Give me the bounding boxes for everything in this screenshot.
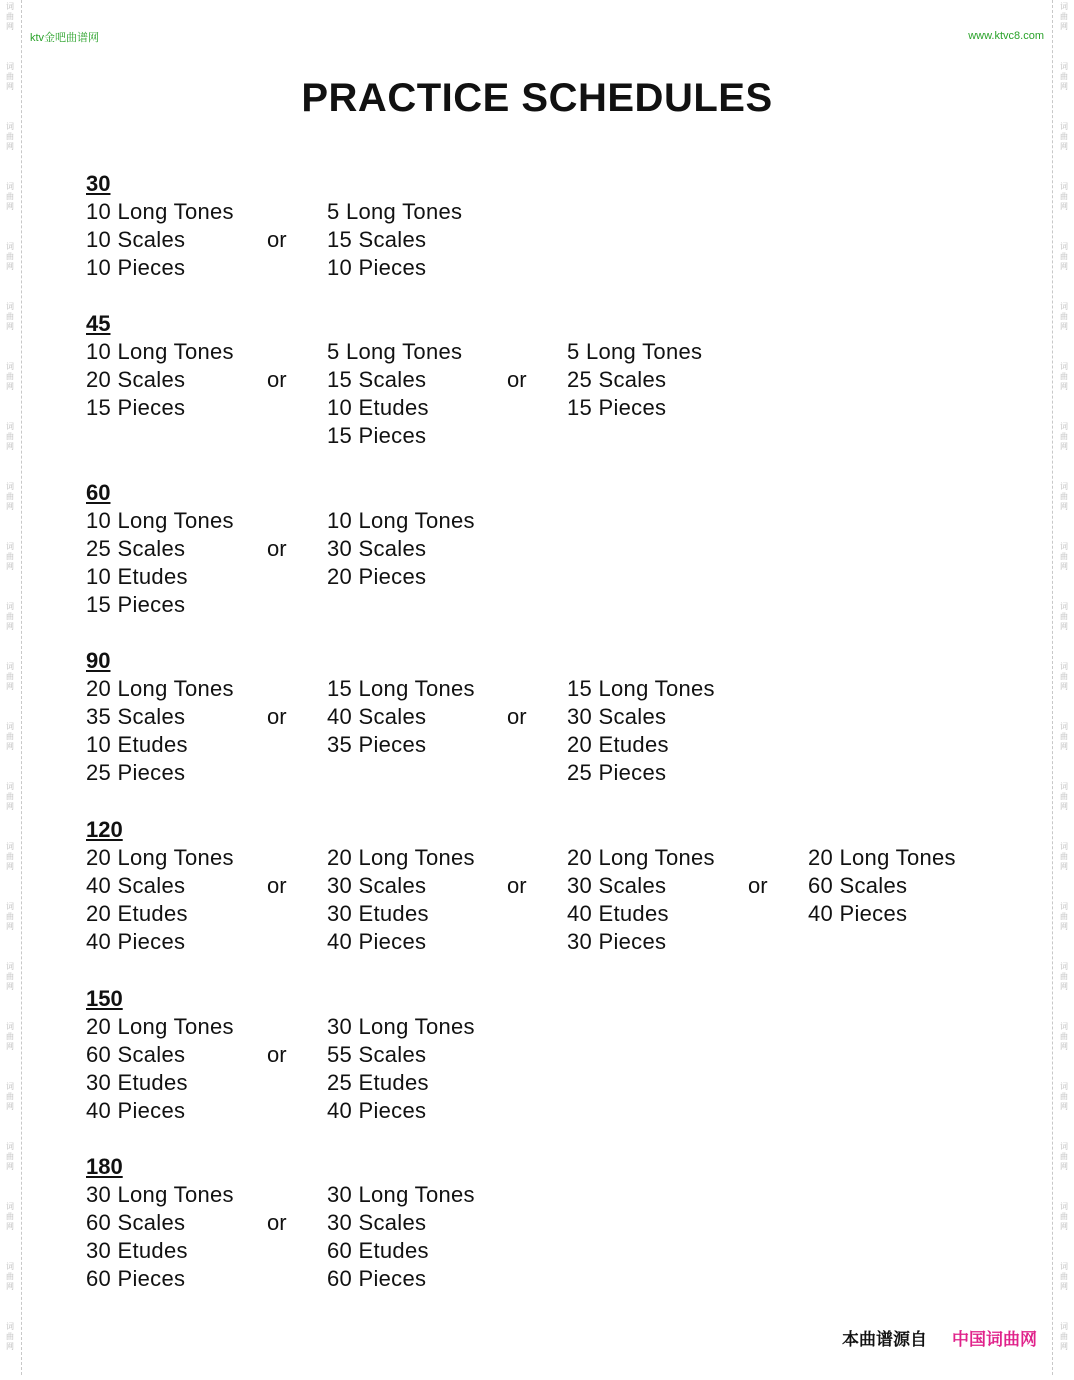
watermark-unit	[3, 960, 17, 1020]
schedule-option	[327, 675, 475, 759]
right-dashed-margin	[1052, 0, 1053, 1375]
watermark-char: 曲	[1060, 12, 1068, 21]
watermark-char: 词	[1060, 602, 1068, 611]
watermark-char: 曲	[6, 192, 14, 201]
watermark-char: 曲	[6, 312, 14, 321]
schedule-option	[86, 675, 234, 787]
schedule-item: 30 Scales	[567, 873, 667, 899]
schedule-option	[86, 507, 234, 619]
or-separator: or	[267, 367, 287, 392]
watermark-char: 网	[6, 982, 14, 991]
watermark-char: 词	[1060, 1142, 1068, 1151]
watermark-char: 网	[6, 1102, 14, 1111]
section-minutes-heading: 90	[86, 648, 111, 673]
watermark-unit	[3, 120, 17, 180]
watermark-char: 曲	[1060, 732, 1068, 741]
schedule-option	[86, 198, 234, 282]
or-separator: or	[507, 367, 527, 392]
schedule-item: 30 Scales	[327, 536, 427, 562]
watermark-char: 曲	[6, 732, 14, 741]
watermark-char: 词	[6, 1202, 14, 1211]
watermark-char: 词	[1060, 242, 1068, 251]
watermark-char: 网	[6, 322, 14, 331]
watermark-char: 网	[6, 1042, 14, 1051]
watermark-unit	[1057, 120, 1071, 180]
watermark-char: 词	[6, 422, 14, 431]
watermark-unit	[1057, 480, 1071, 540]
watermark-unit	[1057, 420, 1071, 480]
or-separator: or	[267, 227, 287, 252]
watermark-char: 词	[1060, 62, 1068, 71]
schedule-item: 55 Scales	[327, 1042, 427, 1068]
watermark-char: 曲	[6, 1092, 14, 1101]
watermark-char: 网	[1060, 922, 1068, 931]
watermark-char: 曲	[6, 372, 14, 381]
watermark-char: 网	[1060, 682, 1068, 691]
watermark-unit	[3, 0, 17, 60]
schedule-item: 25 Pieces	[567, 760, 667, 786]
watermark-char: 曲	[6, 1152, 14, 1161]
watermark-unit	[1057, 960, 1071, 1020]
schedule-option	[808, 844, 956, 928]
section-minutes-heading: 60	[86, 480, 111, 505]
or-separator: or	[267, 1210, 287, 1235]
section-minutes-heading: 120	[86, 817, 123, 842]
schedule-item: 10 Long Tones	[86, 199, 234, 224]
watermark-char: 网	[1060, 142, 1068, 151]
watermark-unit	[3, 1020, 17, 1080]
watermark-char: 词	[6, 1022, 14, 1031]
watermark-char: 词	[1060, 842, 1068, 851]
schedule-item: 25 Scales	[86, 536, 186, 562]
schedule-item: 15 Pieces	[86, 592, 186, 618]
watermark-char: 曲	[6, 552, 14, 561]
watermark-char: 曲	[6, 492, 14, 501]
schedule-item: 30 Scales	[327, 873, 427, 899]
watermark-unit	[3, 540, 17, 600]
watermark-char: 曲	[6, 252, 14, 261]
watermark-char: 网	[6, 1282, 14, 1291]
watermark-unit	[1057, 1080, 1071, 1140]
watermark-char: 词	[6, 962, 14, 971]
schedule-item: 5 Long Tones	[567, 339, 703, 364]
watermark-char: 词	[1060, 902, 1068, 911]
schedule-item: 30 Long Tones	[86, 1182, 234, 1207]
schedule-item: 20 Long Tones	[808, 845, 956, 870]
watermark-char: 曲	[1060, 612, 1068, 621]
watermark-char: 曲	[6, 672, 14, 681]
watermark-unit	[1057, 0, 1071, 60]
watermark-unit	[3, 1320, 17, 1380]
watermark-char: 曲	[6, 1272, 14, 1281]
watermark-char: 网	[1060, 322, 1068, 331]
schedule-option	[327, 338, 462, 450]
schedule-item: 35 Pieces	[327, 732, 427, 758]
watermark-char: 网	[1060, 862, 1068, 871]
left-margin-watermark	[3, 0, 17, 1380]
watermark-char: 词	[1060, 962, 1068, 971]
watermark-char: 曲	[1060, 1212, 1068, 1221]
schedule-option	[327, 844, 475, 956]
watermark-char: 曲	[1060, 792, 1068, 801]
watermark-char: 词	[6, 182, 14, 191]
watermark-char: 网	[1060, 382, 1068, 391]
schedule-option	[86, 844, 234, 956]
watermark-unit	[1057, 540, 1071, 600]
watermark-char: 网	[1060, 202, 1068, 211]
watermark-unit	[3, 660, 17, 720]
watermark-unit	[3, 600, 17, 660]
schedule-item: 40 Pieces	[86, 929, 186, 955]
watermark-unit	[1057, 1140, 1071, 1200]
watermark-unit	[3, 300, 17, 360]
watermark-unit	[3, 900, 17, 960]
schedule-item: 20 Scales	[86, 367, 186, 393]
watermark-char: 词	[6, 542, 14, 551]
watermark-char: 网	[1060, 622, 1068, 631]
watermark-unit	[1057, 360, 1071, 420]
schedule-item: 40 Pieces	[86, 1098, 186, 1124]
watermark-char: 曲	[1060, 1272, 1068, 1281]
schedule-item: 10 Pieces	[86, 255, 186, 281]
schedule-item: 60 Scales	[808, 873, 908, 899]
watermark-unit	[1057, 240, 1071, 300]
schedule-item: 20 Long Tones	[86, 676, 234, 701]
schedule-item: 10 Long Tones	[327, 508, 475, 533]
watermark-char: 词	[6, 1082, 14, 1091]
watermark-unit	[3, 1080, 17, 1140]
schedule-item: 20 Long Tones	[567, 845, 715, 870]
watermark-char: 词	[6, 242, 14, 251]
watermark-char: 网	[6, 742, 14, 751]
watermark-char: 曲	[1060, 672, 1068, 681]
watermark-char: 词	[1060, 1022, 1068, 1031]
watermark-char: 词	[6, 902, 14, 911]
schedule-item: 40 Etudes	[567, 901, 669, 927]
schedule-item: 40 Pieces	[808, 901, 908, 927]
watermark-unit	[1057, 900, 1071, 960]
watermark-unit	[1057, 660, 1071, 720]
watermark-char: 词	[6, 62, 14, 71]
watermark-char: 曲	[6, 72, 14, 81]
schedule-item: 30 Etudes	[86, 1070, 188, 1096]
watermark-char: 网	[1060, 802, 1068, 811]
watermark-unit	[3, 780, 17, 840]
watermark-char: 词	[6, 662, 14, 671]
watermark-char: 曲	[6, 432, 14, 441]
schedule-item: 30 Pieces	[567, 929, 667, 955]
schedule-item: 15 Long Tones	[567, 676, 715, 701]
watermark-char: 曲	[1060, 312, 1068, 321]
watermark-char: 网	[1060, 562, 1068, 571]
page-title: PRACTICE SCHEDULES	[301, 76, 773, 120]
watermark-char: 网	[1060, 262, 1068, 271]
or-separator: or	[507, 873, 527, 898]
watermark-char: 词	[6, 1322, 14, 1331]
watermark-char: 网	[1060, 1222, 1068, 1231]
watermark-char: 网	[6, 382, 14, 391]
schedule-item: 25 Pieces	[86, 760, 186, 786]
watermark-char: 网	[6, 1222, 14, 1231]
watermark-unit	[3, 1200, 17, 1260]
watermark-char: 词	[6, 782, 14, 791]
schedule-option	[86, 1013, 234, 1125]
schedule-item: 60 Etudes	[327, 1238, 429, 1264]
watermark-char: 曲	[6, 912, 14, 921]
or-separator: or	[267, 704, 287, 729]
schedule-option	[567, 338, 702, 422]
schedule-item: 20 Long Tones	[86, 1014, 234, 1039]
schedule-item: 10 Long Tones	[86, 339, 234, 364]
watermark-unit	[3, 840, 17, 900]
watermark-char: 曲	[6, 852, 14, 861]
watermark-char: 网	[1060, 742, 1068, 751]
schedule-item: 5 Long Tones	[327, 339, 463, 364]
schedule-option	[567, 675, 715, 787]
schedule-item: 60 Scales	[86, 1210, 186, 1236]
schedule-item: 10 Etudes	[327, 395, 429, 421]
watermark-char: 网	[1060, 1162, 1068, 1171]
watermark-char: 曲	[1060, 72, 1068, 81]
watermark-char: 网	[1060, 982, 1068, 991]
watermark-unit	[3, 180, 17, 240]
watermark-char: 曲	[1060, 552, 1068, 561]
schedule-item: 30 Long Tones	[327, 1182, 475, 1207]
watermark-char: 曲	[1060, 492, 1068, 501]
watermark-char: 网	[6, 802, 14, 811]
watermark-char: 网	[1060, 1042, 1068, 1051]
schedule-option	[567, 844, 715, 956]
watermark-char: 曲	[1060, 192, 1068, 201]
watermark-char: 词	[6, 1142, 14, 1151]
watermark-char: 网	[1060, 1282, 1068, 1291]
schedule-item: 10 Etudes	[86, 732, 188, 758]
watermark-unit	[3, 240, 17, 300]
watermark-char: 词	[6, 302, 14, 311]
watermark-char: 词	[6, 722, 14, 731]
section-minutes-heading: 150	[86, 986, 123, 1011]
watermark-char: 网	[6, 862, 14, 871]
watermark-char: 网	[6, 502, 14, 511]
watermark-unit	[1057, 300, 1071, 360]
schedule-item: 40 Pieces	[327, 929, 427, 955]
watermark-char: 网	[1060, 502, 1068, 511]
right-margin-watermark	[1057, 0, 1071, 1380]
watermark-char: 网	[1060, 442, 1068, 451]
or-separator: or	[267, 1042, 287, 1067]
section-minutes-heading: 45	[86, 311, 111, 336]
watermark-char: 曲	[1060, 1092, 1068, 1101]
watermark-char: 网	[6, 622, 14, 631]
watermark-char: 曲	[1060, 972, 1068, 981]
watermark-char: 曲	[1060, 1332, 1068, 1341]
schedule-item: 5 Long Tones	[327, 199, 463, 224]
watermark-char: 词	[1060, 1322, 1068, 1331]
or-separator: or	[267, 873, 287, 898]
header-site-label: ktv金吧曲谱网	[30, 32, 100, 44]
schedule-option	[327, 198, 462, 282]
watermark-char: 词	[1060, 422, 1068, 431]
watermark-char: 曲	[1060, 432, 1068, 441]
schedule-item: 30 Etudes	[86, 1238, 188, 1264]
watermark-char: 曲	[6, 12, 14, 21]
watermark-char: 网	[6, 442, 14, 451]
schedule-item: 25 Scales	[567, 367, 667, 393]
watermark-unit	[1057, 780, 1071, 840]
schedule-item: 30 Scales	[567, 704, 667, 730]
watermark-char: 词	[6, 1262, 14, 1271]
watermark-char: 词	[6, 2, 14, 11]
watermark-char: 词	[1060, 122, 1068, 131]
watermark-unit	[3, 1260, 17, 1320]
watermark-char: 词	[1060, 1202, 1068, 1211]
schedule-item: 20 Long Tones	[86, 845, 234, 870]
watermark-char: 网	[1060, 1102, 1068, 1111]
schedule-option	[86, 1181, 234, 1293]
schedule-item: 25 Etudes	[327, 1070, 429, 1096]
schedule-item: 15 Scales	[327, 227, 427, 253]
watermark-unit	[3, 360, 17, 420]
watermark-char: 词	[1060, 542, 1068, 551]
schedule-item: 10 Long Tones	[86, 508, 234, 533]
schedule-item: 40 Scales	[327, 704, 427, 730]
schedule-item: 20 Etudes	[86, 901, 188, 927]
watermark-unit	[1057, 1020, 1071, 1080]
schedule-item: 30 Scales	[327, 1210, 427, 1236]
watermark-char: 曲	[6, 132, 14, 141]
watermark-char: 曲	[1060, 852, 1068, 861]
watermark-char: 词	[1060, 1082, 1068, 1091]
schedule-item: 15 Long Tones	[327, 676, 475, 701]
watermark-char: 词	[1060, 1262, 1068, 1271]
watermark-char: 网	[6, 142, 14, 151]
watermark-unit	[1057, 1320, 1071, 1380]
watermark-char: 曲	[6, 1032, 14, 1041]
schedule-item: 10 Pieces	[327, 255, 427, 281]
watermark-char: 网	[6, 682, 14, 691]
watermark-char: 网	[6, 82, 14, 91]
watermark-char: 曲	[6, 1332, 14, 1341]
schedule-item: 20 Etudes	[567, 732, 669, 758]
schedule-item: 10 Scales	[86, 227, 186, 253]
watermark-char: 曲	[1060, 1032, 1068, 1041]
watermark-char: 网	[6, 22, 14, 31]
watermark-unit	[3, 1140, 17, 1200]
schedule-item: 60 Pieces	[327, 1266, 427, 1292]
watermark-char: 曲	[1060, 132, 1068, 141]
watermark-char: 词	[1060, 482, 1068, 491]
watermark-char: 词	[6, 842, 14, 851]
watermark-char: 词	[1060, 782, 1068, 791]
schedule-option	[327, 1181, 475, 1293]
schedule-item: 40 Pieces	[327, 1098, 427, 1124]
watermark-char: 网	[1060, 22, 1068, 31]
watermark-char: 词	[6, 122, 14, 131]
watermark-char: 网	[1060, 1342, 1068, 1351]
watermark-char: 词	[6, 362, 14, 371]
schedule-option	[86, 338, 234, 422]
watermark-char: 词	[1060, 2, 1068, 11]
schedule-item: 60 Scales	[86, 1042, 186, 1068]
watermark-unit	[1057, 1200, 1071, 1260]
schedule-item: 15 Pieces	[327, 423, 427, 449]
watermark-char: 曲	[1060, 912, 1068, 921]
watermark-unit	[1057, 840, 1071, 900]
watermark-char: 曲	[1060, 1152, 1068, 1161]
section-minutes-heading: 180	[86, 1154, 123, 1179]
footer-source-label: 本曲谱源自	[842, 1330, 927, 1349]
watermark-char: 网	[1060, 82, 1068, 91]
watermark-char: 词	[6, 482, 14, 491]
watermark-char: 网	[6, 1162, 14, 1171]
watermark-unit	[3, 480, 17, 540]
schedule-item: 30 Long Tones	[327, 1014, 475, 1039]
watermark-char: 网	[6, 1342, 14, 1351]
watermark-char: 曲	[1060, 372, 1068, 381]
watermark-char: 词	[1060, 362, 1068, 371]
header-site-url[interactable]: www.ktvc8.com	[968, 30, 1044, 42]
watermark-unit	[3, 720, 17, 780]
schedule-item: 30 Etudes	[327, 901, 429, 927]
schedule-item: 20 Long Tones	[327, 845, 475, 870]
watermark-char: 词	[1060, 662, 1068, 671]
watermark-unit	[1057, 600, 1071, 660]
footer-site-name[interactable]: 中国词曲网	[952, 1330, 1037, 1349]
schedule-item: 20 Pieces	[327, 564, 427, 590]
schedule-item: 35 Scales	[86, 704, 186, 730]
or-separator: or	[507, 704, 527, 729]
schedule-item: 40 Scales	[86, 873, 186, 899]
watermark-char: 词	[1060, 182, 1068, 191]
watermark-unit	[1057, 720, 1071, 780]
schedule-item: 60 Pieces	[86, 1266, 186, 1292]
section-minutes-heading: 30	[86, 171, 111, 196]
watermark-unit	[1057, 1260, 1071, 1320]
watermark-char: 曲	[6, 792, 14, 801]
watermark-char: 曲	[6, 612, 14, 621]
watermark-char: 网	[6, 922, 14, 931]
or-separator: or	[748, 873, 768, 898]
watermark-unit	[1057, 180, 1071, 240]
or-separator: or	[267, 536, 287, 561]
watermark-char: 曲	[1060, 252, 1068, 261]
watermark-unit	[3, 420, 17, 480]
watermark-char: 词	[1060, 302, 1068, 311]
watermark-char: 网	[6, 202, 14, 211]
schedule-option	[327, 1013, 475, 1125]
left-dashed-margin	[21, 0, 22, 1375]
watermark-char: 词	[6, 602, 14, 611]
schedule-option	[327, 507, 475, 591]
schedule-item: 15 Pieces	[567, 395, 667, 421]
watermark-char: 曲	[6, 1212, 14, 1221]
schedule-item: 10 Etudes	[86, 564, 188, 590]
watermark-char: 网	[6, 262, 14, 271]
schedule-item: 15 Scales	[327, 367, 427, 393]
watermark-char: 词	[1060, 722, 1068, 731]
schedule-item: 15 Pieces	[86, 395, 186, 421]
watermark-char: 网	[6, 562, 14, 571]
watermark-char: 曲	[6, 972, 14, 981]
